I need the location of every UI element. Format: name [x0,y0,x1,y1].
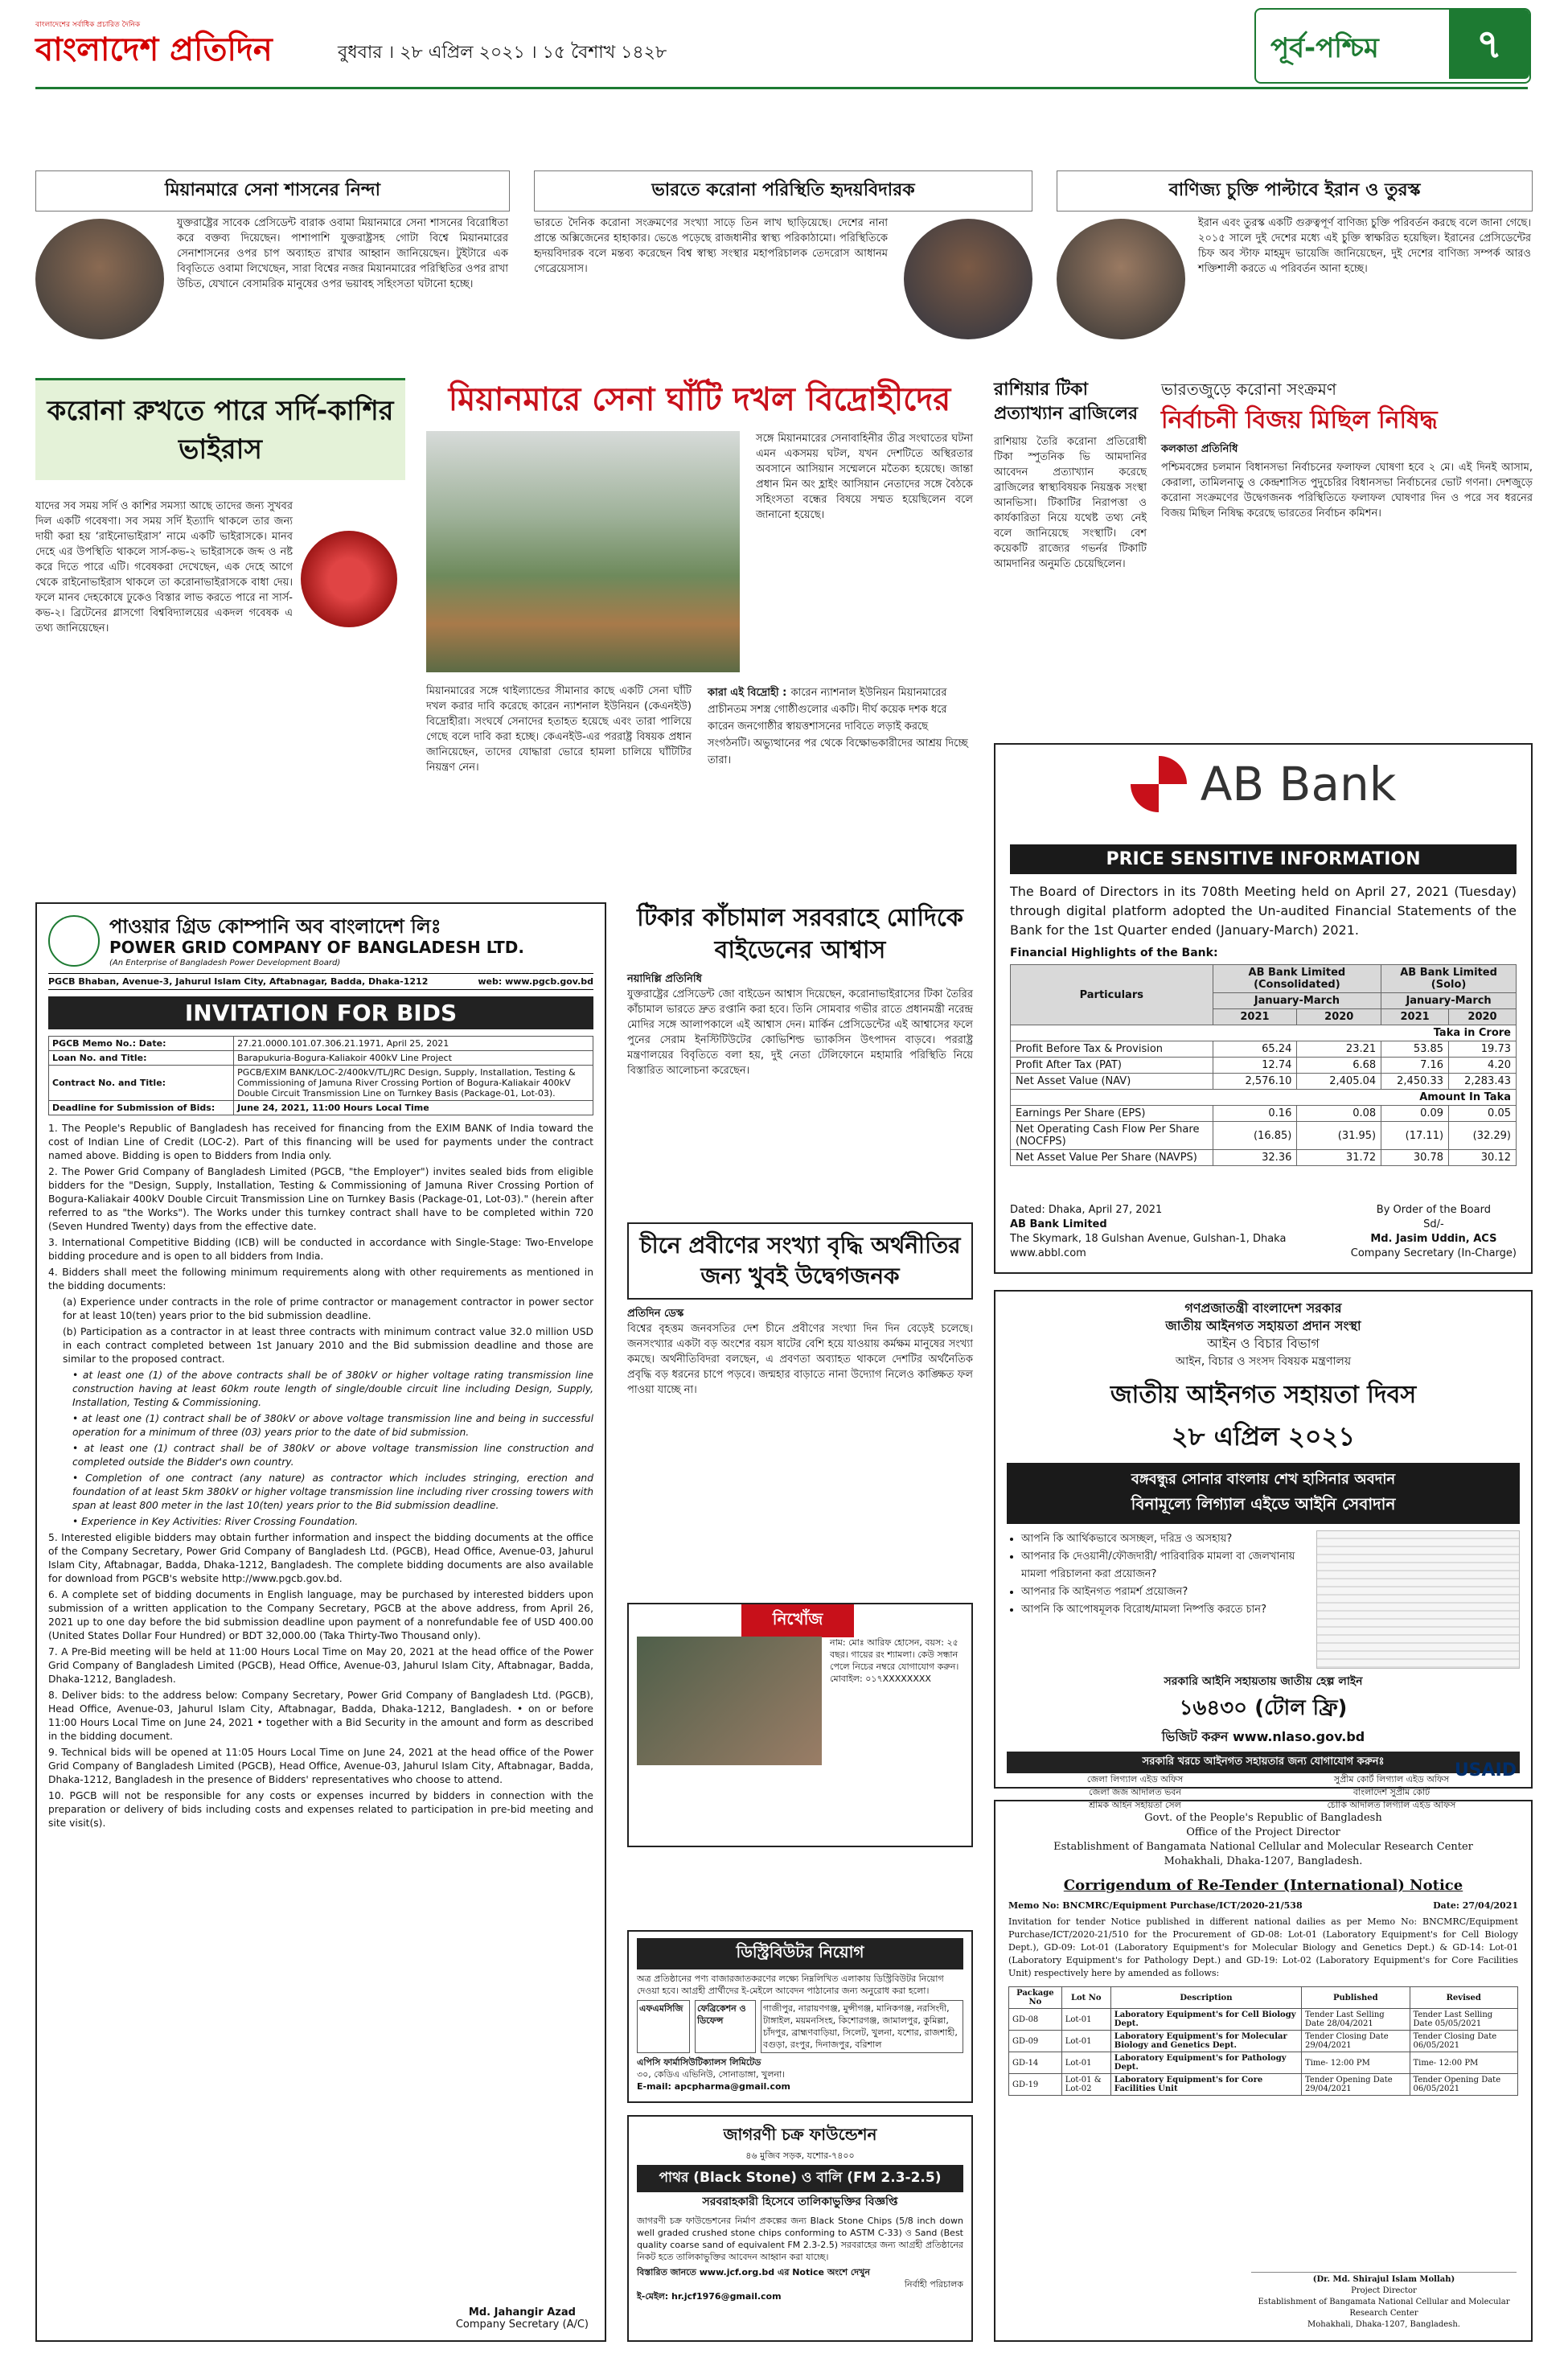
legal-day-date: ২৮ এপ্রিল ২০২১ [1171,1421,1356,1452]
clause: • Completion of one contract (any nature) as contractor which includes stringing, erection and foundation of at least 5km 380kV or higher voltage transmission line including river crossing towers with span at least 800 meter in the last 10(ten) years prior to the Bid submission deadline. [72,1472,593,1511]
info-value: 27.21.0000.101.07.306.21.1971, April 25, 2021 [234,1037,593,1051]
story-dateline: প্রতিদিন ডেস্ক [627,1308,684,1320]
cell: 31.72 [1297,1150,1381,1166]
year-header: 2020 [1297,1009,1381,1025]
pgcb-address: PGCB Bhaban, Avenue-3, Jahurul Islam City, Aftabnagar, Badda, Dhaka-1212 [48,976,429,987]
hotline-number: ১৬৪৩০ (টোল ফ্রি) [1179,1696,1348,1720]
clause: 10. PGCB will not be responsible for any costs or expenses incurred by bidders in connection with the preparation or delivery of bids including costs and expenses related to participation in pre-bid meeting and site visit(s). [48,1790,593,1829]
footer-line: Dated: Dhaka, April 27, 2021 [1010,1204,1163,1216]
story-body: পশ্চিমবঙ্গের চলমান বিধানসভা নির্বাচনের ফলাফল ঘোষণা হবে ২ মে। এই দিনই আসাম, কেরালা, তামিলনাড়ু ও কেন্দ্রশাসিত পুদুচেরির বিধানসভা নির্বাচনের ভোট গণনা। দেশজুড়ে করোনা সংক্রমণের উদ্বেগজনক পরিস্থিতিতে ফলাফল ঘোষণার দিন ও পরে সব ধরনের বিজয় মিছিল নিষিদ্ধ করেছে ভারতের নির্বাচন কমিশন। [1161,462,1533,520]
story-body-right: সঙ্গে মিয়ানমারের সেনাবাহিনীর তীব্র সংঘাতের ঘটনা এমন একসময় ঘটল, যখন দেশটিতে অস্থিরতার অবসানে আসিয়ান সম্মেলনে মতৈক্য হয়েছে। জান্তা প্রধান মিন অং হ্লাইং আসিয়ান নেতাদের সঙ্গে বৈঠকে সহিংসতা বন্ধের বিষয়ে সম্মত হয়েছিলেন বলে জানানো হয়েছে। [756,433,973,521]
footer-line: Sd/- [1423,1218,1444,1230]
missing-caption: নাম: মোঃ আরিফ হোসেন, বয়স: ২৫ বছর। গায়ের রং শ্যামলা। কেউ সন্ধান পেলে নিচের নম্বরে যোগাযোগ করুন। মোবাইল: ০১৭XXXXXXXX [830,1637,959,1684]
legal-day-title: জাতীয় আইনগত সহায়তা দিবস [1110,1381,1417,1409]
virus-illustration [301,531,397,627]
table-row [1009,2074,1518,2096]
clause: • at least one (1) contract shall be of 380kV or above voltage transmission line and being in successful operation for a minimum of three (03) years prior to the date of bid submission. [72,1413,593,1438]
jagorani-org: জাগরণী চক্র ফাউন্ডেশন [723,2125,877,2144]
cell: Tender Closing Date 06/05/2021 [1410,2031,1518,2052]
contact-item: শ্রমিক আইন সহায়তা সেল [1089,1800,1181,1810]
russia-vaccine-story [994,378,1147,732]
pgcb-bn-name: পাওয়ার গ্রিড কোম্পানি অব বাংলাদেশ লিঃ [109,915,441,938]
corr-gov: Govt. of the People's Republic of Bangladesh [1144,1812,1382,1824]
corr-address: Mohakhali, Dhaka-1207, Bangladesh. [1164,1855,1363,1867]
cell: Laboratory Equipment's for Pathology Dept. [1110,2052,1301,2074]
contact-item: চৌকি আদালত লিগ্যাল এইড অফিস [1327,1800,1456,1810]
info-key: Loan No. and Title: [49,1051,234,1066]
corr-signature [1251,2243,1517,2331]
cell: 2,405.04 [1297,1074,1381,1090]
ab-banner: PRICE SENSITIVE INFORMATION [1010,844,1517,874]
india-election-story [1161,378,1533,732]
cell: 2,576.10 [1213,1074,1297,1090]
row-label: Profit After Tax (PAT) [1011,1058,1213,1074]
cell: 32.36 [1213,1150,1297,1166]
story-body: যাদের সব সময় সর্দি ও কাশির সমস্যা আছে তাদের জন্য সুখবর দিল একটি গবেষণা। সব সময় সর্দি ইত্যাদি থাকলে তার জন্য দায়ী করা হয় ‘রাইনোভাইরাস’ নামে একটি ভাইরাসকে। মানব দেহে এর উপস্থিতি থাকলে সার্স-কভ-২ ভাইরাসকে জব্দ ও নষ্ট করে দিতে পারে এটি। গবেষকরা দেখেছেন, এক দেহে আগে থেকে রাইনোভাইরাস থাকলে তা করোনাভাইরাসকে বাধা দেয়। ফলে মানব দেহকোষে ঢুকেও বিস্তার লাভ করতে পারে না সার্স-কভ-২। ব্রিটেনের গ্লাসগো বিশ্ববিদ্যালয়ের একদল গবেষক এ তথ্য জানিয়েছেন। [35,500,293,635]
clause: • at least one (1) contract shall be of 380kV or above voltage transmission line construction and completed outside the Bidder's own country. [72,1443,593,1468]
bullet: • আপনার কি দেওয়ানী/ফৌজদারী/ পারিবারিক মামলা বা জেলখানায় মামলা পরিচালনা করা প্রয়োজন? [1021,1548,1308,1583]
section-title: পূর্ব-পশ্চিম [1270,32,1379,64]
cell: 2,450.33 [1381,1074,1449,1090]
year-header: 2020 [1449,1009,1517,1025]
legal-banner [1007,1463,1520,1524]
clause: (a) Experience under contracts in the role of prime contractor or management contractor in power sector for at least 10(ten) years prior to the bid submission deadline. [63,1296,593,1321]
corona-cold-story [35,378,405,893]
legal-org: জাতীয় আইনগত সহায়তা প্রদান সংস্থা [1165,1318,1361,1333]
cell: Lot-01 [1061,2052,1110,2074]
date-line: বুধবার । ২৮ এপ্রিল ২০২১ । ১৫ বৈশাখ ১৪২৮ [338,43,667,63]
cell: GD-14 [1009,2052,1062,2074]
footer-line: Company Secretary (In-Charge) [1350,1247,1517,1259]
table-row [1011,1058,1517,1074]
info-key: Contract No. and Title: [49,1066,234,1101]
pgcb-en-name: POWER GRID COMPANY OF BANGLADESH LTD. [109,938,525,957]
period-label: January-March [1381,993,1517,1009]
legal-illustration [1316,1530,1520,1669]
section-tab [1254,8,1531,84]
info-key: Deadline for Submission of Bids: [49,1101,234,1115]
row-label: Profit Before Tax & Provision [1011,1041,1213,1058]
cell: Laboratory Equipment's for Core Facilities Unit [1110,2074,1301,2096]
distributor-intro: অত্র প্রতিষ্ঠানের পণ্য বাজারজাতকরণের লক্ষ্যে নিম্নলিখিত এলাকায় ডিস্ট্রিবিউটর নিয়োগ দেওয়া হবে। আগ্রহী প্রার্থীদের ই-মেইলে আবেদন পাঠানোর জন্য অনুরোধ করা হলো। [637,1974,944,1996]
signer-org: Establishment of Bangamata National Cellular and Molecular Research Center [1258,2298,1510,2318]
ab-intro: The Board of Directors in its 708th Meeting held on April 27, 2021 (Tuesday) through digital platform adopted the Un-audited Financial Statements of the Bank for the 1st Quarter ended (January-March) 2021. [1010,884,1517,938]
story-body: ইরান এবং তুরস্ক একটি গুরুত্বপূর্ণ বাণিজ্য চুক্তি পরিবর্তন করছে বলে জানা গেছে। ২০১৫ সালে দুই দেশের মধ্যে এই চুক্তি স্বাক্ষরিত হয়েছিল। ইরানের প্রেসিডেন্টের চিফ অব স্টাফ মাহমুদ ভায়েজি জানিয়েছেন, দুই দেশের বাণিজ্য সম্পর্ক আরও শক্তিশালী করতে এ পরিবর্তন আনা হচ্ছে। [1198,217,1531,275]
col-consolidated: AB Bank Limited (Consolidated) [1213,965,1381,993]
cell: 19.73 [1449,1041,1517,1058]
story-body: রাশিয়ায় তৈরি করোনা প্রতিরোধী টিকা স্পুতনিক ভি আমদানির আবেদন প্রত্যাখ্যান করেছে ব্রাজিলের স্বাস্থ্যবিষয়ক নিয়ন্ত্রক সংস্থা আনভিসা। টিকাটির নিরাপত্তা ও কার্যকারিতা নিয়ে যথেষ্ট তথ্য নেই বলে জানিয়েছে সংস্থাটি। বেশ কয়েকটি রাজ্যের গভর্নর টিকাটি আমদানির অনুমতি চেয়েছিলেন। [994,436,1147,570]
cell: Lot-01 [1061,2031,1110,2052]
vaezi-photo [1057,219,1185,339]
distributor-contact: ৩০, কেডিএ এভিনিউ, সোনাডাঙ্গা, খুলনা। [637,2069,786,2080]
table-row [1011,1041,1517,1058]
masthead-rule [35,87,1528,89]
missing-notice [627,1603,973,1847]
cell: 65.24 [1213,1041,1297,1058]
story-dateline: নয়াদিল্লি প্রতিনিধি [627,973,702,985]
headline-box [35,378,405,480]
clause: 7. A Pre-Bid meeting will be held at 11:00 Hours Local Time on May 20, 2021 at the head office of the Power Grid Company of Bangladesh Limited (PGCB), Head Office, Avenue-03, Jahurul Islam City, Aftabnagar, Badda, Dhaka-1212, Bangladesh. [48,1646,593,1685]
bullet: • আপনি কি আর্থিকভাবে অসচ্ছল, দরিদ্র ও অসহায়? [1021,1530,1308,1548]
table-row [1011,1074,1517,1090]
story-headline: করোনা রুখতে পারে সর্দি-কাশির ভাইরাস [47,395,394,466]
story-body-left: মিয়ানমারের সঙ্গে থাইল্যান্ডের সীমানার কাছে একটি সেনা ঘাঁটি দখল করার দাবি করেছে কারেন ন্যাশনাল ইউনিয়ন (কেএনইউ) বিদ্রোহীরা। সংঘর্ষে সেনাদের হতাহত হয়েছে এবং তারা পালিয়ে গেছে বলে দাবি করা হচ্ছে। কেএনইউ-এর পররাষ্ট্র বিষয়ক প্রধান জানিয়েছেন, তাদের যোদ্ধারা ভোরে হামলা চালিয়ে ঘাঁটিটির নিয়ন্ত্রণ নেন। [426,685,692,774]
row-label: Net Asset Value Per Share (NAVPS) [1011,1150,1213,1166]
missing-title: নিখোঁজ [741,1604,854,1637]
cell: 12.74 [1213,1058,1297,1074]
cell: (17.11) [1381,1122,1449,1150]
table-row [1011,1106,1517,1122]
distributor-email[interactable]: E-mail: apcpharma@gmail.com [637,2081,791,2092]
jagorani-email[interactable]: ই-মেইল: hr.jcf1976@gmail.com [637,2291,782,2302]
china-story [627,1222,973,1914]
unit-label: Taka in Crore [1011,1025,1517,1041]
footer-link[interactable]: www.abbl.com [1010,1247,1086,1259]
table-row [49,1066,593,1101]
signer-name: Md. Jahangir Azad [468,2306,576,2319]
page-number: ৭ [1449,10,1529,79]
masthead [0,0,1568,153]
footer-line: Md. Jasim Uddin, ACS [1370,1233,1497,1245]
pgcb-address-bar [48,973,593,990]
footer-line: The Skymark, 18 Gulshan Avenue, Gulshan-1, Dhaka [1010,1233,1287,1245]
pgcb-signature [456,2306,589,2331]
table-row [1011,1150,1517,1166]
info-value: Barapukuria-Bogura-Kaliakoir 400kV Line Project [234,1051,593,1066]
signer-title: Project Director [1351,2286,1417,2295]
story-headline: চীনে প্রবীণের সংখ্যা বৃদ্ধি অর্থনীতির জন্য খুবই উদ্বেগজনক [639,1232,961,1289]
row-label: Earnings Per Share (EPS) [1011,1106,1213,1122]
period-label: January-March [1213,993,1381,1009]
corrigendum-ad [994,1800,1533,2342]
logo-text: বাংলাদেশ প্রতিদিন [35,31,273,68]
jagorani-address: ৪৬ মুজিব সড়ক, যশোর-৭৪০০ [745,2150,855,2161]
story-headline-box [35,170,510,212]
distributor-col: এফএমসিজি [637,2000,690,2053]
story-headline: ভারতে করোনা পরিস্থিতি হৃদয়বিদারক [651,180,915,200]
contact-item: জেলা জজ আদালত ভবন [1089,1787,1181,1797]
myanmar-photo [426,431,740,672]
distributor-table [637,2000,963,2053]
clause: 6. A complete set of bidding documents in English language, may be purchased by interested bidders upon submission of a written application to the Company Secretary, PGCB at the above address, from April 26, 2021 up to one day before the bid submission deadline upon payment of a nonrefundable fee of USD 400.00 (United States Dollar Four Hundred) or BDT 32,000.00 (Taka Thirty-Two Thousand only). [48,1589,593,1641]
vaccine-biden-story [627,902,973,1208]
clause: 1. The People's Republic of Bangladesh has received for financing from the EXIM BANK of India toward the cost of Indian Line of Credit (LOC-2). Part of this financing will be used for payments under the contract named above. Bidding is open to Bidders from India only. [48,1123,593,1161]
banner-line: বিনামূল্যে লিগ্যাল এইডে আইনি সেবাদান [1131,1494,1396,1514]
footer-line: By Order of the Board [1376,1204,1491,1216]
story-body-bottom [708,684,973,885]
ab-bank-ad [994,743,1533,1274]
top-story-3 [1057,170,1533,363]
cell: Laboratory Equipment's for Cell Biology Dept. [1110,2009,1301,2031]
cell: 0.16 [1213,1106,1297,1122]
top-story-2 [534,170,1032,363]
cell: Tender Opening Date 29/04/2021 [1302,2074,1410,2096]
jagorani-web[interactable]: বিস্তারিত জানতে www.jcf.org.bd এর Notice অংশে দেখুন [637,2267,870,2277]
clause: 3. International Competitive Bidding (ICB) will be conducted in accordance with Single-Stage: Two-Envelope bidding procedure and is open to all bidders from India. [48,1237,593,1262]
ab-footer-right [1351,1203,1517,1261]
clause: 5. Interested eligible bidders may obtain further information and inspect the bidding documents at the office of the Company Secretary, Power Grid Company of Bangladesh Ltd. (PGCB), Head Office, Avenue-03, Jahurul Islam City, Aftabnagar, Badda, Dhaka-1212, Bangladesh. The complete bidding documents are also available for download from PGCB's website http://www.pgcb.gov.bd. [48,1532,593,1584]
story-body: ভারতে দৈনিক করোনা সংক্রমণের সংখ্যা সাড়ে তিন লাখ ছাড়িয়েছে। দেশের নানা প্রান্তে অক্সিজেনের হাহাকার। ভেঙে পড়েছে রাজধানীর স্বাস্থ্য পরিকাঠামো। পরিস্থিতিকে হৃদয়বিদারক বলে মন্তব্য করেছেন বিশ্ব স্বাস্থ্য সংস্থার মহাপরিচালক তেদরোস আধানম গেব্রেয়েসাস। [534,217,888,275]
distributor-company: এপিসি ফার্মাসিউটিক্যালস লিমিটেড [637,2057,761,2068]
pgcb-web[interactable]: web: www.pgcb.gov.bd [478,976,593,987]
distributor-title: ডিস্ট্রিবিউটর নিয়োগ [637,1938,963,1969]
clause: 8. Deliver bids: to the address below: Company Secretary, Power Grid Company of Bangladesh Ltd. (PGCB), Head Office, Avenue-03, Jahurul Islam City, Aftabnagar, Badda, Dhaka-1212, Bangladesh. • on or before 11:00 Hours Local Time on June 24, 2021 • together with a Bid Security in the amount and form as described in the bidding document. [48,1690,593,1742]
top-story-1 [35,170,510,363]
legal-ministry2: আইন, বিচার ও সংসদ বিষয়ক মন্ত্রণালয় [1175,1355,1352,1368]
obama-photo [35,219,164,339]
col-solo: AB Bank Limited (Solo) [1381,965,1517,993]
cell: GD-08 [1009,2009,1062,2031]
distributor-ad [627,1930,973,2103]
info-key: PGCB Memo No.: Date: [49,1037,234,1051]
signature-scribble [1251,2243,1517,2273]
table-row [49,1101,593,1115]
contact-item: সুপ্রীম কোর্ট লিগ্যাল এইড অফিস [1333,1774,1450,1785]
legal-gov: গণপ্রজাতন্ত্রী বাংলাদেশ সরকার [1184,1300,1342,1316]
distributor-col: ফেব্রিকেশন ও ডিফেন্স [695,2000,756,2053]
ab-logo-icon [1131,756,1187,812]
pgcb-info-table [48,1036,593,1115]
signer-address: Mohakhali, Dhaka-1207, Bangladesh. [1307,2320,1460,2329]
cell: 23.21 [1297,1041,1381,1058]
ab-financial-table [1010,964,1517,1166]
corr-office: Office of the Project Director [1186,1826,1340,1838]
signer-title: Company Secretary (A/C) [455,2319,589,2331]
col-header: Lot No [1061,1987,1110,2009]
jagorani-signer: নির্বাহী পরিচালক [904,2279,963,2290]
year-header: 2021 [1213,1009,1297,1025]
legal-ministry: আইন ও বিচার বিভাগ [1207,1336,1320,1351]
cell: 30.12 [1449,1150,1517,1166]
bottom-body: কারেন ন্যাশনাল ইউনিয়ন মিয়ানমারের প্রাচীনতম সশস্ত্র গোষ্ঠীগুলোর একটি। দীর্ঘ কয়েক দশক ধরে কারেন জনগোষ্ঠীর স্বায়ত্তশাসনের দাবিতে লড়াই করছে সংগঠনটি। অভ্যুত্থানের পর থেকে বিক্ষোভকারীদের আশ্রয় দিচ্ছে তারা। [708,687,968,766]
story-headline: টিকার কাঁচামাল সরবরাহে মোদিকে বাইডেনের আশ্বাস [637,904,963,964]
cell: 0.08 [1297,1106,1381,1122]
cell: 7.16 [1381,1058,1449,1074]
cell: 53.85 [1381,1041,1449,1058]
pgcb-header [48,912,593,968]
cell: Tender Last Selling Date 05/05/2021 [1410,2009,1518,2031]
info-value: PGCB/EXIM BANK/LOC-2/400kV/TL/JRC Design, Supply, Installation, Testing & Commissioning of Jamuna River Crossing Portion of Bogura-Kaliakair 400kV Double Circuit Transmission Line on Turnkey Basis (Package-01, Lot-03). [234,1066,593,1101]
cell: 0.05 [1449,1106,1517,1122]
story-headline: নির্বাচনী বিজয় মিছিল নিষিদ্ধ [1161,406,1438,434]
clause: 4. Bidders shall meet the following minimum requirements along with other requirements as mentioned in the bidding documents: [48,1267,593,1292]
logo: বাংলাদেশের সর্বাধিক প্রচারিত দৈনিক বাংলাদেশ প্রতিদিন [35,21,273,68]
sub-heading: কারা এই বিদ্রোহী : [708,687,787,699]
distributor-areas: গাজীপুর, নারায়ণগঞ্জ, মুন্সীগঞ্জ, মানিকগঞ্জ, নরসিংদী, টাঙ্গাইল, ময়মনসিংহ, কিশোরগঞ্জ, জামালপুর, কুমিল্লা, চাঁদপুর, ব্রাহ্মণবাড়িয়া, সিলেট, খুলনা, যশোর, রাজশাহী, বগুড়া, রংপুর, দিনাজপুর, বরিশাল [761,2000,963,2053]
col-header: Package No [1009,1987,1062,2009]
clause: • Experience in Key Activities: River Crossing Foundation. [72,1516,359,1527]
clause: 2. The Power Grid Company of Bangladesh Limited (PGCB, "the Employer") invites sealed bids from eligible bidders for the "Design, Supply, Installation, Testing & Commissioning of Jamuna River Crossing Portion of Bogura-Kaliakair 400kV Double Circuit Transmission Line on Turnkey Basis (Package-01, Lot-03)." (herein after referred to as "the Works"). The Works under this turnkey contract shall have to be completed within 720 (Seven Hundred Twenty) days from the effective date. [48,1166,593,1232]
year-header: 2021 [1381,1009,1449,1025]
tedros-photo [904,219,1032,339]
usaid-logo: USAID [1454,1760,1517,1780]
cell: Time- 12:00 PM [1410,2052,1518,2074]
story-body: যুক্তরাষ্ট্রের সাবেক প্রেসিডেন্ট বারাক ওবামা মিয়ানমারে সেনা শাসনের বিরোধিতা করে বক্তব্য দিয়েছেন। পাশাপাশি যুক্তরাষ্ট্রসহ গোটা বিশ্বে মিয়ানমারের সেনাশাসনের ওপর চাপ অব্যাহত রাখার আহ্বান জানিয়েছেন। টুইটারে এক বিবৃতিতে ওবামা লিখেছেন, সারা বিশ্বের নজর মিয়ানমারের পরিস্থিতির ওপর রাখা উচিত, যেখানে বেসামরিক মানুষের ওপর ভয়াবহ সহিংসতা ঘটানো হচ্ছে। [177,217,508,290]
col-header: Revised [1410,1987,1518,2009]
row-label: Net Operating Cash Flow Per Share (NOCFPS) [1011,1122,1213,1150]
col-header: Description [1110,1987,1301,2009]
cell: Tender Closing Date 29/04/2021 [1302,2031,1410,2052]
cell: (32.29) [1449,1122,1517,1150]
story-headline: রাশিয়ার টিকা প্রত্যাখ্যান ব্রাজিলের [994,380,1139,424]
pgcb-tagline: (An Enterprise of Bangladesh Power Development Board) [109,959,341,967]
legal-website[interactable]: ভিজিট করুন www.nlaso.gov.bd [1161,1729,1365,1744]
pgcb-tender-ad [35,902,606,2342]
ab-bank-logo [1010,756,1517,844]
table-row [49,1051,593,1066]
cell: Time- 12:00 PM [1302,2052,1410,2074]
cell: 6.68 [1297,1058,1381,1074]
cell: GD-09 [1009,2031,1062,2052]
cell: 30.78 [1381,1150,1449,1166]
cell: (16.85) [1213,1122,1297,1150]
jagorani-ad [627,2115,973,2342]
jagorani-body: জাগরণী চক্র ফাউন্ডেশনের নির্মাণ প্রকল্পের জন্য Black Stone Chips (5/8 inch down well graded crushed stone chips conforming to ASTM C-33) ও Sand (Best quality coarse sand of equivalent FM 2.3-2.5) সরবরাহের জন্য আগ্রহী প্রতিষ্ঠানের নিকট হতে তালিকাভুক্তির আবেদন আহ্বান করা যাচ্ছে। [637,2216,963,2262]
cell: Tender Last Selling Date 28/04/2021 [1302,2009,1410,2031]
legal-contact-title: সরকারি খরচে আইনগত সহায়তার জন্য যোগাযোগ করুনঃ [1007,1752,1520,1773]
story-headline: মিয়ানমারে সেনা ঘাঁটি দখল বিদ্রোহীদের [448,381,951,418]
story-body: যুক্তরাষ্ট্রের প্রেসিডেন্ট জো বাইডেন আশ্বাস দিয়েছেন, করোনাভাইরাসের টিকা তৈরির কাঁচামাল ভারতে দ্রুত রপ্তানি করা হবে। তিনি সোমবার গভীর রাতে প্রধানমন্ত্রী নরেন্দ্র মোদির সঙ্গে আলাপকালে এই আশ্বাস দেন। মার্কিন প্রেসিডেন্টের এই আশ্বাসের ফলে পুনের সেরাম ইনস্টিটিউটের কোভিশিল্ড ভ্যাকসিন উৎপাদন বাড়বে। পররাষ্ট্র মন্ত্রণালয়ের বিবৃতিতে বলা হয়, দুই নেতা টেলিফোনে মহামারি পরিস্থিতি নিয়ে বিস্তারিত আলোচনা করেছেন। [627,988,973,1077]
corr-title: Corrigendum of Re-Tender (International) Notice [1063,1877,1463,1894]
banner-line: বঙ্গবন্ধুর সোনার বাংলায় শেখ হাসিনার অবদান [1131,1471,1396,1488]
pgcb-clauses [48,1122,593,1830]
clause: (b) Participation as a contractor in at least three contracts with minimum contract value 32.0 million USD in each contract completed between 1st January 2010 and the Bid submission deadline and those are similar to the proposed contract. [63,1326,593,1365]
table-row [1009,2031,1518,2052]
table-row [1009,2009,1518,2031]
unit-label: Amount In Taka [1011,1090,1517,1106]
bullet: • আপনার কি আইনগত পরামর্শ প্রয়োজন? [1021,1583,1308,1601]
myanmar-lead-story [426,378,973,893]
pgcb-logo [48,915,100,967]
story-kicker: ভারতজুড়ে করোনা সংক্রমণ [1161,380,1336,399]
headline-box [627,1222,973,1300]
bullet: • আপনি কি আপোষমূলক বিরোধ/মামলা নিষ্পত্তি করতে চান? [1021,1601,1308,1619]
cell: Lot-01 [1061,2009,1110,2031]
corr-date: Date: 27/04/2021 [1433,1900,1518,1911]
jagorani-banner: পাথর (Black Stone) ও বালি (FM 2.3-2.5) [637,2165,963,2192]
corr-body: Invitation for tender Notice published in different national dailies as per Memo No: BNCMRC/Equipment Purchase/ICT/2020-21/510 for the Procurement of GD-08: Lot-01 (Laboratory Equipment's for Cell Biology Dept.), GD-09: Lot-01 (Laboratory Equipment's for Molecular Biology and Genetics Dept.) & GD-14: Lot-01 (Laboratory Equipment's for Pathology Dept.) and GD-19: Lot-02 (Laboratory Equipment's for Core Facilities Unit) respectively here by amended as follows: [1008,1916,1518,1978]
ab-logo-text: AB Bank [1200,757,1397,811]
cell: Tender Opening Date 06/05/2021 [1410,2074,1518,2096]
cell: GD-19 [1009,2074,1062,2096]
jagorani-subtitle: সরবরাহকারী হিসেবে তালিকাভুক্তির বিজ্ঞপ্তি [702,2195,898,2208]
story-headline: মিয়ানমারে সেনা শাসনের নিন্দা [165,180,380,200]
cell: Lot-01 & Lot-02 [1061,2074,1110,2096]
clause: 9. Technical bids will be opened at 11:05 Hours Local Time on June 24, 2021 at the head office of the Power Grid Company of Bangladesh Limited (PGCB), Head Office, Avenue-03, Jahurul Islam City, Aftabnagar, Badda, Dhaka-1212, Bangladesh in the presence of Bidders' representatives who choose to attend. [48,1747,593,1785]
corr-memo: Memo No: BNCMRC/Equipment Purchase/ICT/2020-21/538 [1008,1900,1303,1911]
cell: (31.95) [1297,1122,1381,1150]
legal-bullets [1007,1530,1308,1669]
story-body: বিশ্বের বৃহত্তম জনবসতির দেশ চীনে প্রবীণের সংখ্যা দিন দিন বেড়েই চলেছে। জনসংখ্যার একটা বড় অংশের বয়স ষাটের বেশি হয়ে যাওয়ায় কর্মক্ষম মানুষের সংখ্যা কমছে। অর্থনীতিবিদরা বলছেন, এ প্রবণতা অব্যাহত থাকলে দেশটির অর্থনৈতিক প্রবৃদ্ধি বড় ধরনের চাপে পড়বে। জন্মহার বাড়াতে নানা উদ্যোগ নিলেও কাঙ্ক্ষিত ফল পাওয়া যাচ্ছে না। [627,1323,973,1396]
pgcb-title: INVITATION FOR BIDS [48,996,593,1029]
story-headline-box [534,170,1032,212]
corr-table [1008,1986,1518,2096]
cell: 0.09 [1381,1106,1449,1122]
cell: Laboratory Equipment's for Molecular Biology and Genetics Dept. [1110,2031,1301,2052]
cell: 4.20 [1449,1058,1517,1074]
corr-project: Establishment of Bangamata National Cellular and Molecular Research Center [1053,1841,1473,1853]
ab-footer-left [1010,1203,1286,1261]
ab-table-title: Financial Highlights of the Bank: [1010,947,1218,959]
footer-line: AB Bank Limited [1010,1218,1107,1230]
row-label: Net Asset Value (NAV) [1011,1074,1213,1090]
table-row [49,1037,593,1051]
clause: • at least one (1) of the above contracts shall be of 380kV or higher voltage rating transmission line construction having at least 60km route length of single/double circuit line including Design, Supply, Installation, Testing & Commissioning. [72,1370,593,1408]
table-row [1009,2052,1518,2074]
missing-photo [637,1637,822,1765]
contact-item: জেলা লিগ্যাল এইড অফিস [1086,1774,1184,1785]
legal-aid-ad [994,1290,1533,1810]
story-dateline: কলকাতা প্রতিনিধি [1161,443,1238,455]
story-headline-box [1057,170,1533,212]
col-header: Published [1302,1987,1410,2009]
cell: 2,283.43 [1449,1074,1517,1090]
col-particulars: Particulars [1011,965,1213,1025]
table-row [1011,1122,1517,1150]
story-headline: বাণিজ্য চুক্তি পাল্টাবে ইরান ও তুরস্ক [1168,180,1421,200]
signer-name: (Dr. Md. Shirajul Islam Mollah) [1312,2275,1455,2284]
hotline-label: সরকারি আইনি সহায়তায় জাতীয় হেল্প লাইন [1164,1675,1363,1688]
contact-item: বাংলাদেশ সুপ্রীম কোর্ট [1353,1787,1430,1797]
info-value: June 24, 2021, 11:00 Hours Local Time [234,1101,593,1115]
